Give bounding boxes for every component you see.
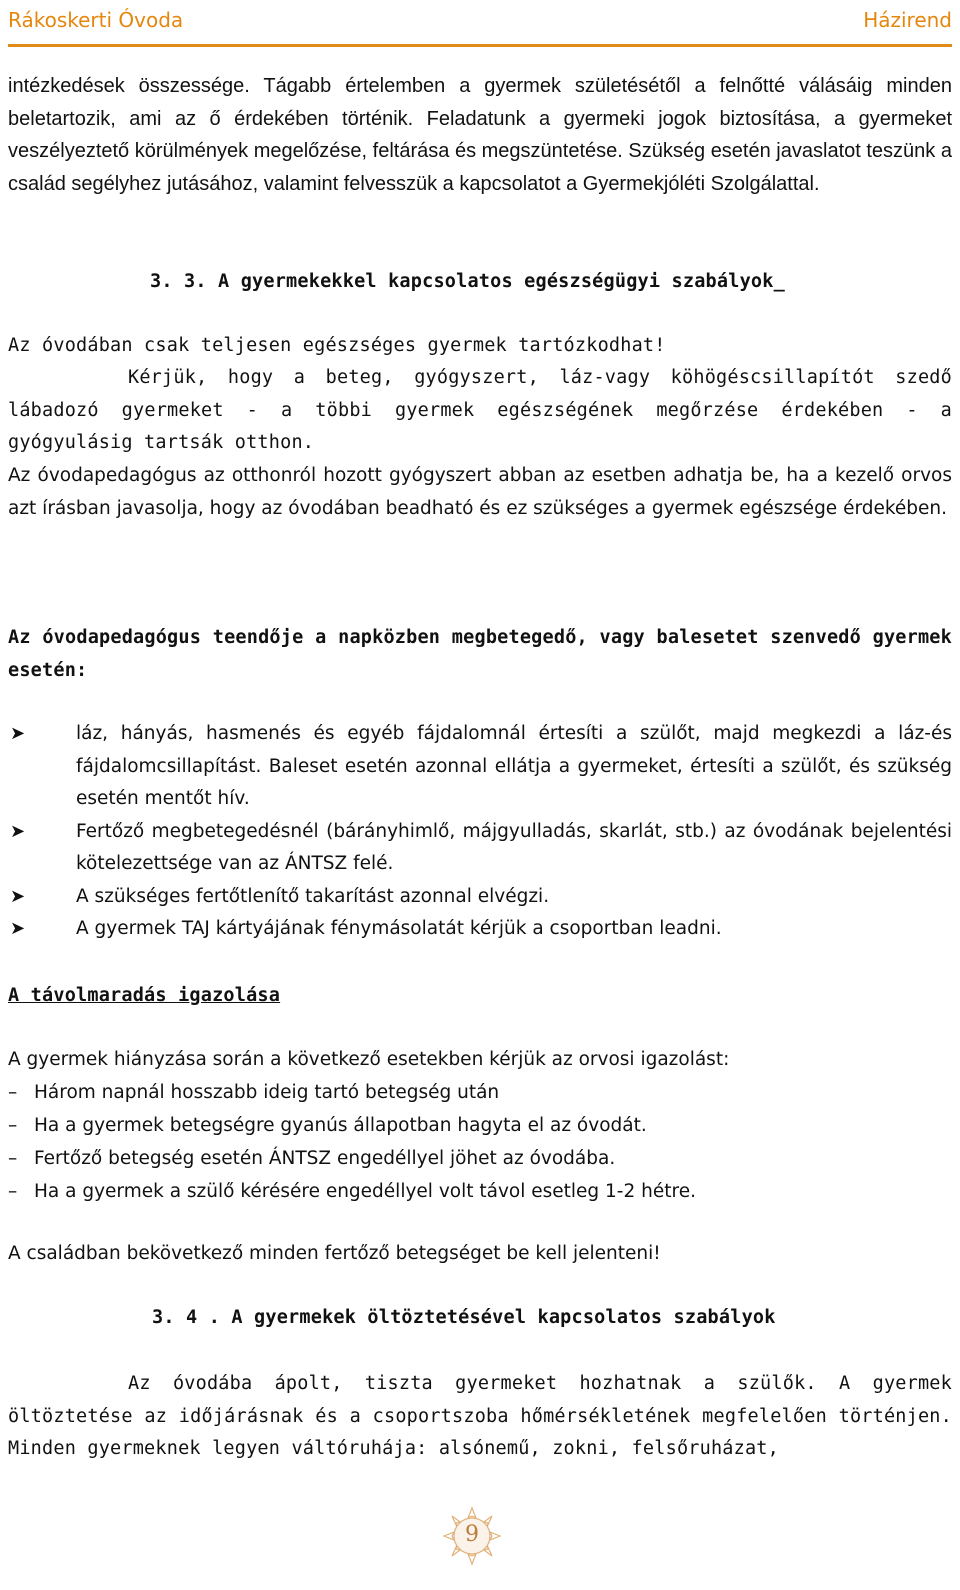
arrow-bullet-icon: ➤ (10, 918, 26, 939)
header-document-title: Házirend (863, 8, 952, 32)
absence-heading: A távolmaradás igazolása (8, 985, 281, 1006)
page-number-badge (430, 1496, 514, 1580)
health-rule-2 (8, 362, 952, 460)
section-heading-3-3: 3. 3. A gyermekekkel kapcsolatos egészségügyi szabályok_ (150, 271, 785, 292)
dress-paragraph-text: Az óvodába ápolt, tiszta gyermeket hozhatnak a szülők. A gyermek öltöztetése az időjárásnak és a csoportszoba hőmérsékletének megfelelően történjen. Minden gyermeknek legyen váltóruhája: alsónemű, zokni, felsőruházat, (8, 1373, 952, 1459)
header-school-name: Rákoskerti Óvoda (8, 8, 184, 32)
list-item: ➤ A gyermek TAJ kártyájának fénymásolatát kérjük a csoportban leadni. (8, 913, 952, 946)
list-item: – Három napnál hosszabb ideig tartó betegség után (8, 1076, 952, 1109)
list-item: – Fertőző betegség esetén ÁNTSZ engedéllyel jöhet az óvodába. (8, 1142, 952, 1175)
teacher-tasks-heading: Az óvodapedagógus teendője a napközben megbetegedő, vagy balesetet szenvedő gyermek esetén: (8, 627, 952, 681)
section-heading-3-4: 3. 4 . A gyermekek öltöztetésével kapcsolatos szabályok (152, 1307, 776, 1328)
list-item: ➤ A szükséges fertőtlenítő takarítást azonnal elvégzi. (8, 881, 952, 914)
arrow-bullet-icon: ➤ (10, 723, 26, 744)
family-notice: A családban bekövetkező minden fertőző betegséget be kell jelenteni! (8, 1243, 661, 1264)
intro-paragraph: intézkedések összessége. Tágabb értelemben a gyermek születésétől a felnőtté válásáig minden beletartozik, ami az ő érdekében történik. Feladatunk a gyermeki jogok biztosítása, a gyermeket veszélyeztető körülmények megelőzése, feltárása és megszüntetése. Szükség esetén javaslatot teszünk a család segélyhez jutásához, valamint felvesszük a kapcsolatot a Gyermekjóléti Szolgálattal. (8, 75, 952, 195)
list-item: ➤ Fertőző megbetegedésnél (bárányhimlő, májgyulladás, skarlát, stb.) az óvodának bejelentési kötelezettsége van az ÁNTSZ felé. (8, 816, 952, 881)
arrow-bullet-icon: ➤ (10, 820, 26, 842)
dash-bullet-icon: – (8, 1148, 18, 1169)
teacher-tasks-list (8, 718, 952, 946)
page-number: 9 (465, 1522, 479, 1547)
health-rule-3: Az óvodapedagógus az otthonról hozott gyógyszert abban az esetben adhatja be, ha a kezelő orvos azt írásban javasolja, hogy az óvodában beadható és ez szükséges a gyermek egészsége érdekében. (8, 465, 952, 519)
dress-paragraph (8, 1368, 952, 1466)
list-item: ➤ láz, hányás, hasmenés és egyéb fájdalomnál értesíti a szülőt, majd megkezdi a láz-és fájdalomcsillapítást. Baleset esetén azonnal ellátja a gyermeket, értesíti a szülőt, és szükség esetén mentőt hív. (8, 718, 952, 816)
dash-bullet-icon: – (8, 1181, 18, 1202)
list-item: – Ha a gyermek a szülő kérésére engedéllyel volt távol esetleg 1-2 hétre. (8, 1175, 952, 1208)
health-rule-2-text: Kérjük, hogy a beteg, gyógyszert, láz-vagy köhögéscsillapítót szedő lábadozó gyermeket - a többi gyermek egészségének megőrzése érdekében - a gyógyulásig tartsák otthon. (8, 367, 952, 453)
health-rule-1: Az óvodában csak teljesen egészséges gyermek tartózkodhat! (8, 335, 666, 356)
absence-list (8, 1076, 952, 1208)
absence-intro: A gyermek hiányzása során a következő esetekben kérjük az orvosi igazolást: (8, 1049, 730, 1070)
arrow-bullet-icon: ➤ (10, 885, 26, 907)
dash-bullet-icon: – (8, 1115, 18, 1136)
page-header (8, 0, 952, 47)
list-item: – Ha a gyermek betegségre gyanús állapotban hagyta el az óvodát. (8, 1109, 952, 1142)
dash-bullet-icon: – (8, 1082, 18, 1103)
